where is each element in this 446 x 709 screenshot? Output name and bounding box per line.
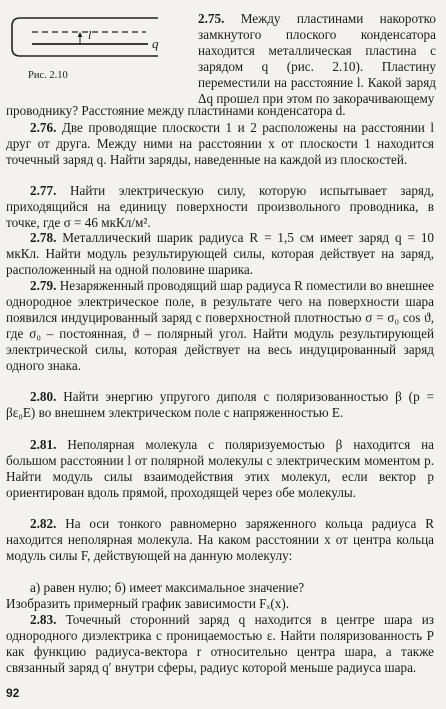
problem-text: Найти электрическую силу, которую испытывает заряд, приходящийся на единицу поверхности произвольного проводника, в точке, где σ = 46 мкКл/м². [6, 183, 434, 230]
problem-text: Металлический шарик радиуса R = 1,5 см имеет заряд q = 10 мкКл. Найти модуль результирующей силы, которая действует на заряд, расположенный на одной половине шарика. [6, 230, 435, 277]
problem-number: 2.76. [30, 120, 57, 135]
problem-2-78 [6, 230, 434, 278]
problem-2-82-part-ab [6, 580, 434, 596]
problem-2-76 [6, 120, 434, 168]
problem-number: 2.79. [30, 278, 57, 293]
problem-text: а) равен нулю; б) имеет максимальное значение? [30, 580, 305, 595]
problem-text: На оси тонкого равномерно заряженного кольца радиуса R находится неполярная молекула. На каком расстоянии x от центра кольца модуль силы F, действующей на данную молекулу: [6, 516, 434, 563]
problem-2-81 [6, 437, 434, 501]
problem-2-82-graph [6, 596, 434, 612]
problem-number: 2.83. [30, 612, 57, 627]
problem-2-75 [198, 11, 436, 106]
problem-2-83 [6, 612, 434, 676]
label-l: l [88, 28, 92, 42]
problem-text: Две проводящие плоскости 1 и 2 расположены на расстоянии l друг от друга. Между ними на расстоянии x от плоскости 1 находится точечный заряд q. Найти заряды, наведенные на каждой из плоскостей. [6, 120, 435, 167]
problem-text: Между пластинами накоротко замкнутого плоского конденсатора находится металлическая пластина с зарядом q (рис. 2.10). Пластину переместили на расстояние l. Какой заряд Δq прошел при этом по закорачивающему [198, 11, 436, 106]
problem-text: Незаряженный проводящий шар радиуса R поместили во внешнее однородное электрическое поле, в результате чего на поверхности шара появился индуцированный заряд с поверхностной плотностью σ = σ₀ cos ϑ, где σ₀ – постоянная, ϑ – полярный угол. Найти модуль результирующей электрической силы, которая действует на весь индуцированный заряд одного знака. [6, 278, 435, 373]
problem-2-80 [6, 389, 434, 421]
figure-caption: Рис. 2.10 [28, 70, 68, 81]
problem-2-75-continued [6, 103, 434, 119]
problem-text: Найти энергию упругого диполя с поляризованностью β (p = βε₀E) во внешнем электрическом поле с напряженностью E. [6, 389, 435, 420]
problem-text: проводнику? Расстояние между пластинами конденсатора d. [6, 103, 346, 118]
shorted-plates [12, 18, 158, 56]
problem-number: 2.82. [30, 516, 57, 531]
problem-number: 2.78. [30, 230, 57, 245]
problem-2-79 [6, 278, 434, 373]
page-number: 92 [6, 686, 20, 700]
arrow-head-icon [78, 32, 83, 37]
problem-number: 2.77. [30, 183, 57, 198]
problem-number: 2.81. [30, 437, 57, 452]
problem-2-77 [6, 183, 434, 231]
label-q: q [152, 36, 159, 51]
problem-text: Неполярная молекула с поляризуемостью β находится на большом расстоянии l от полярной молекулы с электрическим моментом p. Найти модуль силы взаимодействия этих молекул, если вектор p ориентирован вдоль прямой, проходящей через обе молекулы. [6, 437, 435, 500]
problem-2-82 [6, 516, 434, 564]
problem-text: Изобразить примерный график зависимости Fₓ(x). [6, 596, 290, 611]
problem-number: 2.75. [198, 11, 225, 26]
problem-text: Точечный сторонний заряд q находится в центре шара из однородного диэлектрика с проницаемостью ε. Найти поляризованность P как функцию радиуса-вектора r относительно центра шара, а также связанный заряд q′ внутри сферы, радиус которой меньше радиуса шара. [6, 612, 434, 675]
problem-number: 2.80. [30, 389, 57, 404]
